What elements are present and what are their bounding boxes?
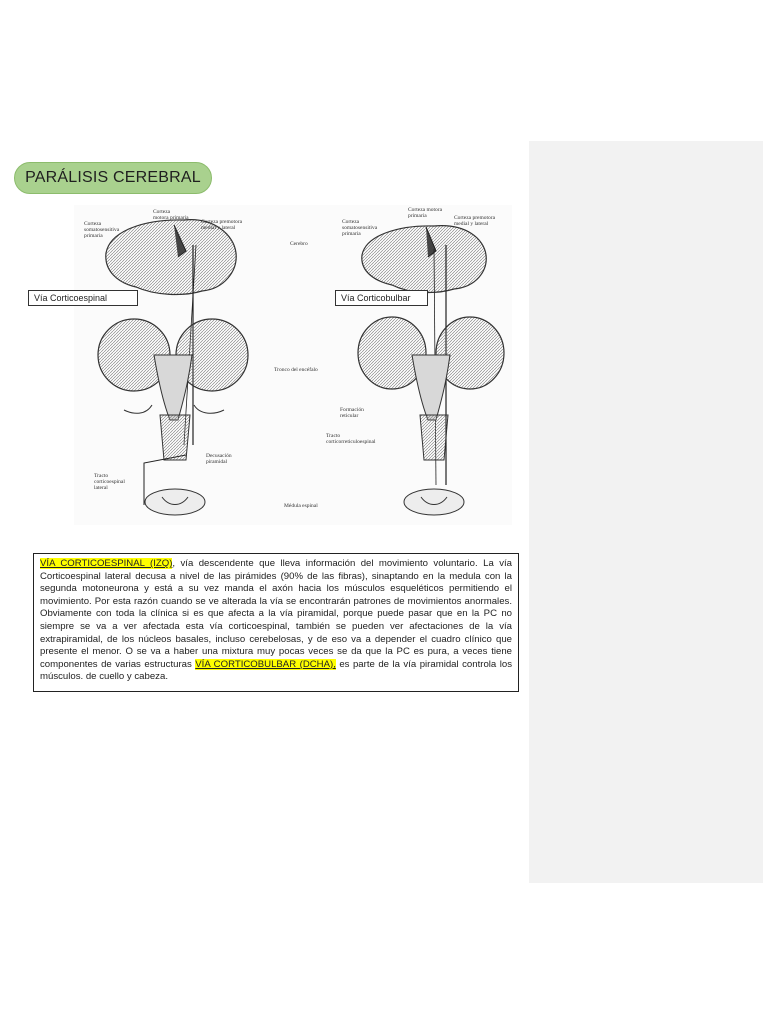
label-tracto-right: Tracto corticorreticuloespinal	[326, 433, 376, 445]
page-title: PARÁLISIS CEREBRAL	[14, 162, 212, 194]
paragraph-corticobulbar: es parte de la vía piramidal controla los músculos. de cuello y cabeza.	[40, 658, 512, 683]
label-via-corticoespinal: Vía Corticoespinal	[28, 290, 138, 306]
label-somato-left: Corteza somatosensitiva primaria	[84, 221, 120, 239]
label-somato-right: Corteza somatosensitiva primaria	[342, 219, 378, 237]
label-tracto-left: Tracto corticoespinal lateral	[94, 473, 125, 491]
label-medula: Médula espinal	[284, 503, 318, 509]
label-premotor-right: Corteza premotora medial y lateral	[454, 215, 496, 227]
label-via-corticobulbar: Vía Corticobulbar	[335, 290, 428, 306]
heading-corticoespinal: VÍA CORTICOESPINAL (IZQ)	[40, 558, 173, 569]
label-motor-right: Corteza motora primaria	[408, 207, 443, 219]
heading-corticobulbar: VÍA CORTICOBULBAR (DCHA),	[195, 658, 336, 670]
label-tronco: Tronco del encéfalo	[274, 367, 318, 373]
brain-pathways-figure	[74, 205, 512, 525]
label-motor-left: Corteza motora primaria	[153, 209, 189, 221]
side-panel	[529, 141, 763, 883]
label-cerebro: Cerebro	[290, 241, 308, 247]
right-brain-diagram	[358, 226, 504, 515]
description-text-box	[33, 553, 519, 692]
paragraph-corticoespinal: , vía descendente que lleva información del movimiento voluntario. La vía Corticoespinal lateral decusa a nivel de las pirámides (90% de las fibras), sinaptando en la medula con la segunda motoneurona y está a su vez manda el axón hacia los músculos esqueléticos permitiendo el movimiento. Por esta razón cuando se ve alterada la vía se encontrarán patrones de movimientos anormales. Obviamente con toda la clínica si es que afecta a la vía piramidal, porque puede pasar que en la PC no siempre se va a ver afectada esta vía corticoespinal, también se pueden ver afectaciones de la vía extrapiramidal, de los núcleos basales, incluso cerebelosas, y de eso va a depender el cuadro clínico que presente el menor. O se va a haber una mixtura muy pocas veces se da que la PC es pura, a veces tiene componentes de varias estructuras	[40, 558, 512, 670]
brain-illustration	[74, 205, 512, 525]
label-premotor-left: Corteza premotora medial y lateral	[201, 219, 243, 231]
left-brain-diagram	[98, 220, 248, 515]
label-decus-left: Decusación piramidal	[206, 453, 232, 465]
label-formacion-right: Formación reticular	[340, 407, 364, 419]
